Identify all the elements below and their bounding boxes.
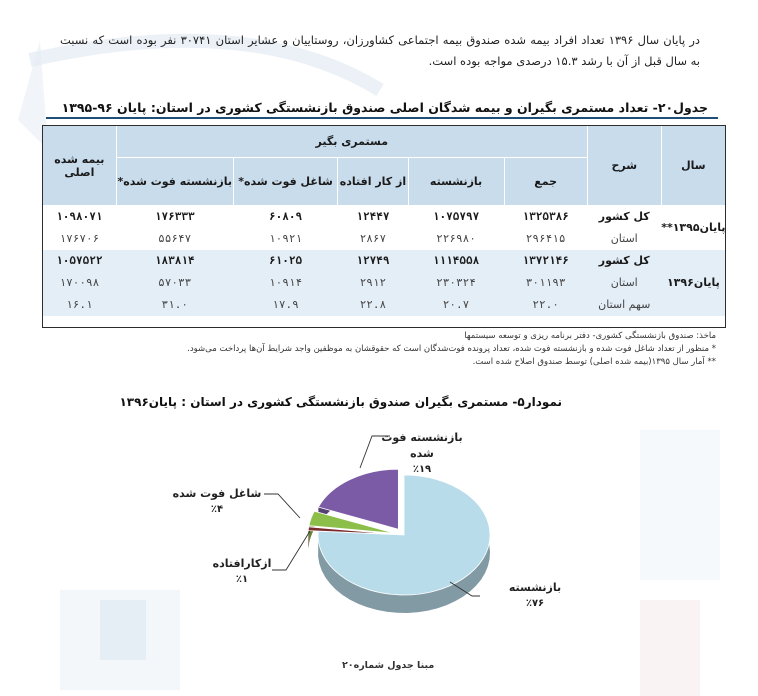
header-total: جمع	[504, 158, 587, 206]
label-deceased-retired-text: بازنشسته فوت شده	[381, 431, 463, 460]
disabled-cell: ۱۲۴۴۷	[338, 206, 408, 228]
retired-cell: ۱۰۷۵۷۹۷	[408, 206, 504, 228]
desc-cell: استان	[587, 228, 661, 250]
year-cell: پایان۱۳۹۵**	[661, 206, 725, 250]
total-cell: ۱۳۷۲۱۴۶	[504, 250, 587, 272]
label-deceased-retired-pct: ٪۱۹	[412, 464, 432, 475]
header-deceased-employed: شاغل فوت شده*	[233, 158, 338, 206]
chart-title: نمودار۵- مستمری بگیران صندوق بازنشستگی کشوری در استان : پایان۱۳۹۶	[119, 395, 562, 409]
deceased-employed-cell: ۱۰۹۲۱	[233, 228, 338, 250]
header-retired: بازنشسته	[408, 158, 504, 206]
deceased-employed-cell: ۱۷.۹	[233, 294, 338, 316]
deceased-retired-cell: ۱۸۳۸۱۴	[116, 250, 233, 272]
insured-cell: ۱۰۹۸۰۷۱	[43, 206, 117, 228]
label-disabled	[202, 556, 282, 588]
label-deceased-retired	[372, 430, 472, 478]
total-cell: ۲۲.۰	[504, 294, 587, 316]
table-row	[43, 250, 726, 272]
table-title: جدول۲۰- تعداد مستمری بگیران و بیمه شدگان اصلی صندوق بازنشستگی کشوری در استان: پایان ۹۶-۱۳۹۵	[61, 100, 708, 115]
pie-chart	[150, 410, 570, 655]
desc-cell: کل کشور	[587, 206, 661, 228]
deceased-retired-cell: ۵۷۰۳۳	[116, 272, 233, 294]
desc-cell: سهم استان	[587, 294, 661, 316]
header-insured: بیمه شده اصلی	[43, 126, 117, 206]
retired-cell: ۲۳۰۳۲۴	[408, 272, 504, 294]
table-row	[43, 294, 726, 316]
label-disabled-text: ازکارافتاده	[212, 557, 272, 570]
label-deceased-employed	[172, 486, 262, 518]
desc-cell: استان	[587, 272, 661, 294]
deceased-retired-cell: ۱۷۶۳۳۳	[116, 206, 233, 228]
retired-cell: ۲۰.۷	[408, 294, 504, 316]
header-disabled: از کار افتاده	[338, 158, 408, 206]
label-retired	[500, 580, 570, 612]
leader-line	[264, 494, 300, 518]
total-cell: ۳۰۱۱۹۳	[504, 272, 587, 294]
header-pensioners: مستمری بگیر	[116, 126, 587, 158]
insured-cell: ۱۰۵۷۵۲۲	[43, 250, 117, 272]
disabled-cell: ۱۲۷۴۹	[338, 250, 408, 272]
label-retired-pct: ٪۷۶	[525, 598, 545, 609]
intro-paragraph: در پایان سال ۱۳۹۶ تعداد افراد بیمه شده صندوق بیمه اجتماعی کشاورزان، روستاییان و عشایر استان ۳۰۷۴۱ نفر بوده است که نسبت به سال قبل از آن با رشد ۱۵.۳ درصدی مواجه بوده است.	[60, 33, 701, 68]
deceased-retired-cell: ۳۱.۰	[116, 294, 233, 316]
disabled-cell: ۲۹۱۲	[338, 272, 408, 294]
disabled-cell: ۲۸۶۷	[338, 228, 408, 250]
header-deceased-retired: بازنشسته فوت شده*	[116, 158, 233, 206]
insured-cell: ۱۷۰۰۹۸	[43, 272, 117, 294]
total-cell: ۱۳۲۵۳۸۶	[504, 206, 587, 228]
footnote-1: * منظور از تعداد شاغل فوت شده و بازنشسته فوت شده، تعداد پرونده فوت‌شدگان است که حقوقشان به موظفین واجد شرایط آن‌ها پرداخت می‌شود.	[187, 344, 716, 354]
label-deceased-employed-text: شاغل فوت شده	[172, 487, 262, 500]
deceased-employed-cell: ۶۱۰۲۵	[233, 250, 338, 272]
table-row	[43, 228, 726, 250]
deceased-retired-cell: ۵۵۶۴۷	[116, 228, 233, 250]
label-retired-text: بازنشسته	[508, 581, 562, 594]
pensioners-table	[42, 125, 726, 316]
retired-cell: ۲۲۶۹۸۰	[408, 228, 504, 250]
table-row	[43, 206, 726, 228]
table-notes	[36, 330, 716, 369]
year-cell: پایان۱۳۹۶	[661, 250, 725, 316]
disabled-cell: ۲۲.۸	[338, 294, 408, 316]
title-underline	[46, 117, 718, 119]
label-disabled-pct: ٪۱	[235, 574, 249, 585]
header-desc: شرح	[587, 126, 661, 206]
total-cell: ۲۹۶۴۱۵	[504, 228, 587, 250]
deceased-employed-cell: ۶۰۸۰۹	[233, 206, 338, 228]
retired-cell: ۱۱۱۴۵۵۸	[408, 250, 504, 272]
label-deceased-employed-pct: ٪۴	[210, 504, 224, 515]
chart-source: مبنا جدول شماره۲۰	[342, 660, 435, 671]
footnote-2: ** آمار سال ۱۳۹۵(بیمه شده اصلی) توسط صندوق اصلاح شده است.	[472, 357, 716, 367]
header-year: سال	[661, 126, 725, 206]
insured-cell: ۱۶.۱	[43, 294, 117, 316]
source-note: ماخذ: صندوق بازنشستگی کشوری- دفتر برنامه ریزی و توسعه سیستمها	[464, 331, 716, 341]
table-row	[43, 272, 726, 294]
desc-cell: کل کشور	[587, 250, 661, 272]
insured-cell: ۱۷۶۷۰۶	[43, 228, 117, 250]
deceased-employed-cell: ۱۰۹۱۴	[233, 272, 338, 294]
